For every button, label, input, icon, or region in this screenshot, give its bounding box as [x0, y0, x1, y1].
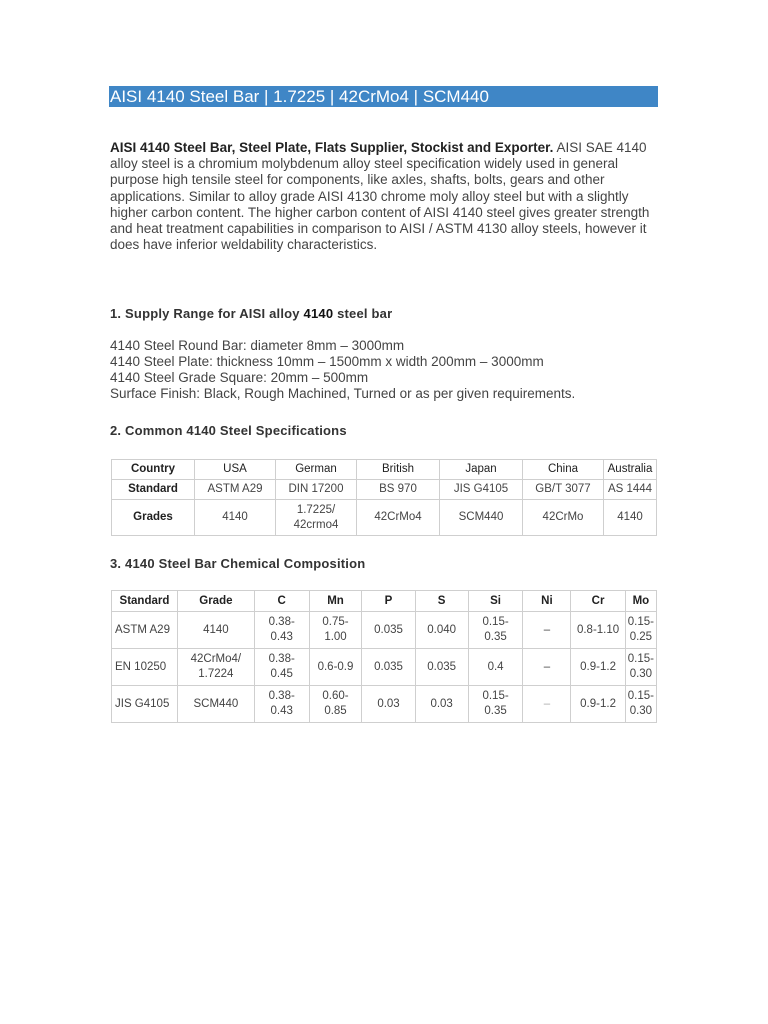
spec-cell: DIN 17200 [276, 480, 357, 500]
chem-cell: 4140 [177, 612, 254, 649]
chem-cell: 0.035 [362, 612, 415, 649]
chem-header-cell: Ni [523, 591, 571, 612]
supply-heading-part-c: steel bar [333, 306, 393, 321]
chemical-composition-table [111, 590, 657, 723]
spec-header-cell: British [357, 460, 440, 480]
intro-body-text: AISI SAE 4140 alloy steel is a chromium molybdenum alloy steel specification widely used in general purpose high tensile steel for components, like axles, shafts, bolts, gears and other applications. Similar to alloy grade AISI 4130 chrome moly alloy steel but with a slightly higher carbon content. The higher carbon content of AISI 4140 steel gives greater strength and heat treatment capabilities in comparison to AISI / ASTM 4130 alloy steels, however it does have inferior weldability characteristics. [110, 140, 650, 253]
chem-cell: – [523, 612, 571, 649]
page-title: AISI 4140 Steel Bar | 1.7225 | 42CrMo4 | SCM440 [109, 86, 658, 107]
spec-cell: SCM440 [440, 500, 523, 536]
chem-cell: 42CrMo4/ 1.7224 [177, 649, 254, 686]
chem-cell: SCM440 [177, 686, 254, 723]
chem-cell: 0.75- 1.00 [309, 612, 362, 649]
supply-line-surface-finish: Surface Finish: Black, Rough Machined, Turned or as per given requirements. [110, 386, 576, 401]
spec-cell: 4140 [195, 500, 276, 536]
chem-header-cell: Grade [177, 591, 254, 612]
supply-line-plate: 4140 Steel Plate: thickness 10mm – 1500mm x width 200mm – 3000mm [110, 354, 544, 369]
chem-cell: 0.040 [415, 612, 468, 649]
intro-lead-bold-text: Steel Bar, Steel Plate, Flats Supplier, Stockist and Exporter. [170, 140, 554, 155]
chem-cell: 0.8-1.10 [571, 612, 625, 649]
chem-header-cell: Mn [309, 591, 362, 612]
chem-header-cell: Mo [625, 591, 656, 612]
spec-cell: 42CrMo [523, 500, 604, 536]
table-row [112, 612, 657, 649]
intro-paragraph [110, 140, 655, 253]
spec-header-cell: Australia [604, 460, 657, 480]
chem-cell: 0.9-1.2 [571, 686, 625, 723]
intro-lead-bold-grade: AISI 4140 [110, 140, 171, 155]
chem-header-cell: Standard [112, 591, 178, 612]
supply-line-square: 4140 Steel Grade Square: 20mm – 500mm [110, 370, 369, 385]
chem-header-row [112, 591, 657, 612]
spec-cell: JIS G4105 [440, 480, 523, 500]
chem-cell: 0.38- 0.45 [254, 649, 309, 686]
spec-header-cell: Japan [440, 460, 523, 480]
chem-cell: 0.38- 0.43 [254, 612, 309, 649]
section-heading-specifications: 2. Common 4140 Steel Specifications [110, 423, 347, 438]
specifications-table [111, 459, 657, 536]
supply-heading-part-a: 1. Supply Range for AISI alloy [110, 306, 304, 321]
chem-cell: 0.9-1.2 [571, 649, 625, 686]
spec-header-cell: Country [112, 460, 195, 480]
spec-header-cell: German [276, 460, 357, 480]
table-row [112, 649, 657, 686]
spec-row-label: Grades [112, 500, 195, 536]
spec-cell: GB/T 3077 [523, 480, 604, 500]
chem-cell: 0.03 [362, 686, 415, 723]
spec-cell: 1.7225/ 42crmo4 [276, 500, 357, 536]
chem-cell: 0.15- 0.25 [625, 612, 656, 649]
chem-cell: – [523, 649, 571, 686]
table-row [112, 480, 657, 500]
spec-cell: AS 1444 [604, 480, 657, 500]
supply-heading-part-b: 4140 [303, 306, 334, 321]
table-row [112, 686, 657, 723]
spec-cell: ASTM A29 [195, 480, 276, 500]
chem-header-cell: Cr [571, 591, 625, 612]
spec-row-label: Standard [112, 480, 195, 500]
table-row [112, 500, 657, 536]
supply-range-list [110, 338, 670, 402]
chem-cell: 0.035 [415, 649, 468, 686]
spec-cell: BS 970 [357, 480, 440, 500]
chem-header-cell: P [362, 591, 415, 612]
chem-cell: 0.4 [468, 649, 523, 686]
chem-cell: 0.15- 0.30 [625, 649, 656, 686]
supply-line-round-bar: 4140 Steel Round Bar: diameter 8mm – 3000mm [110, 338, 405, 353]
chem-header-cell: Si [468, 591, 523, 612]
chem-cell: 0.03 [415, 686, 468, 723]
section-heading-supply-range [110, 306, 392, 321]
chem-cell: 0.60- 0.85 [309, 686, 362, 723]
chem-cell: 0.15- 0.35 [468, 612, 523, 649]
chem-cell-standard: ASTM A29 [112, 612, 178, 649]
chem-cell: 0.15- 0.35 [468, 686, 523, 723]
chem-cell: – [523, 686, 571, 723]
chem-cell: 0.6-0.9 [309, 649, 362, 686]
spec-header-cell: USA [195, 460, 276, 480]
spec-cell: 4140 [604, 500, 657, 536]
spec-header-cell: China [523, 460, 604, 480]
chem-cell-standard: EN 10250 [112, 649, 178, 686]
chem-header-cell: S [415, 591, 468, 612]
spec-cell: 42CrMo4 [357, 500, 440, 536]
spec-header-row [112, 460, 657, 480]
chem-cell: 0.035 [362, 649, 415, 686]
chem-cell-standard: JIS G4105 [112, 686, 178, 723]
chem-cell: 0.15- 0.30 [625, 686, 656, 723]
section-heading-chemical-composition: 3. 4140 Steel Bar Chemical Composition [110, 556, 366, 571]
chem-header-cell: C [254, 591, 309, 612]
chem-cell: 0.38- 0.43 [254, 686, 309, 723]
